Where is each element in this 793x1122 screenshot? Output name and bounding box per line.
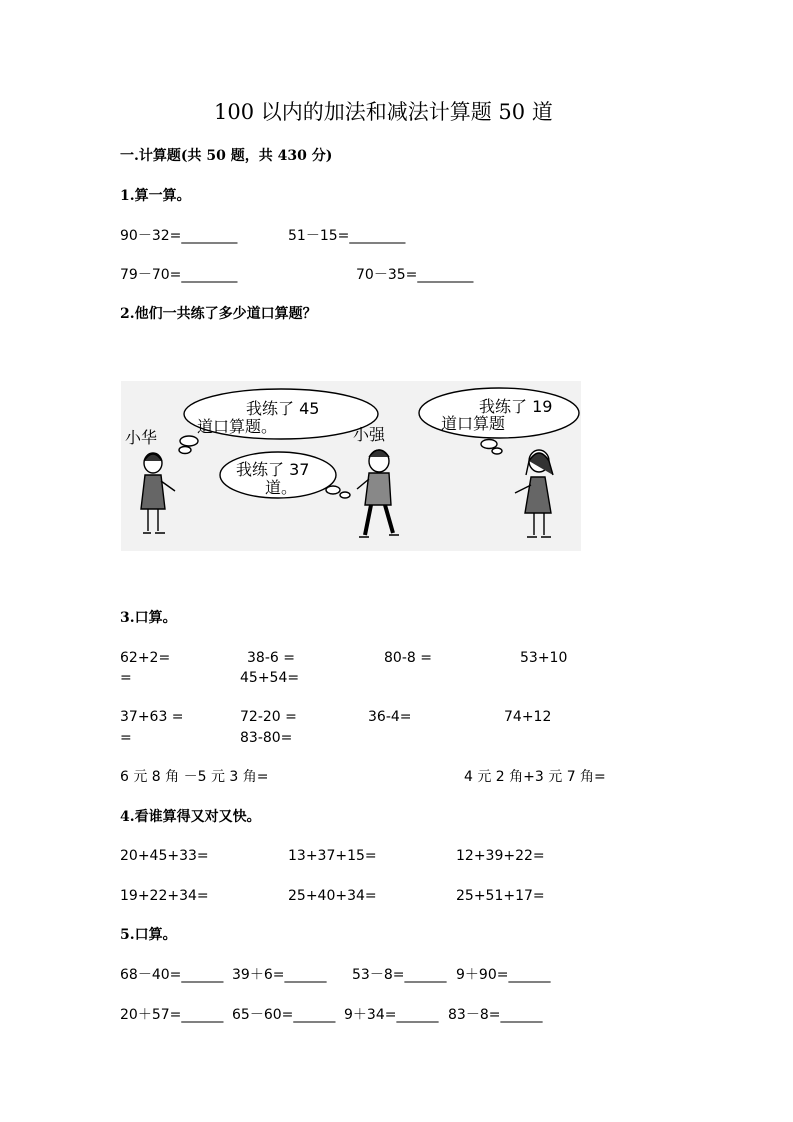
q5-item: 83－8=______ bbox=[448, 1007, 543, 1023]
question-3-label: 3.口算。 bbox=[120, 610, 177, 626]
name-xiaoqiang: 小强 bbox=[353, 425, 386, 444]
q1-item: 51－15=________ bbox=[288, 228, 406, 244]
q3-item: 36-4= bbox=[368, 709, 412, 725]
q5-item: 20＋57=______ bbox=[120, 1007, 224, 1023]
q4-item: 25+51+17= bbox=[456, 888, 545, 904]
q3-item: 38-6 = bbox=[247, 650, 295, 666]
q5-item: 9＋34=______ bbox=[344, 1007, 439, 1023]
q4-item: 20+45+33= bbox=[120, 848, 209, 864]
q3-item: 74+12 bbox=[504, 709, 552, 725]
page-title: 100 以内的加法和减法计算题 50 道 bbox=[214, 100, 553, 124]
q3-item: 72-20 = bbox=[240, 709, 297, 725]
q3-item: 45+54= bbox=[240, 670, 300, 686]
bubble-left-line1: 我练了 45 bbox=[246, 399, 320, 418]
q3-item: = bbox=[120, 730, 132, 746]
q3-item: 6 元 8 角 －5 元 3 角= bbox=[120, 769, 269, 785]
question-4-label: 4.看谁算得又对又快。 bbox=[120, 809, 261, 825]
bubble-left-line2: 道口算题。 bbox=[197, 417, 278, 436]
q4-item: 12+39+22= bbox=[456, 848, 545, 864]
q5-item: 65－60=______ bbox=[232, 1007, 336, 1023]
q5-item: 68－40=______ bbox=[120, 967, 224, 983]
q5-item: 9＋90=______ bbox=[456, 967, 551, 983]
bubble-middle-line2: 道。 bbox=[265, 478, 298, 497]
q3-item: 62+2= bbox=[120, 650, 171, 666]
q4-item: 13+37+15= bbox=[288, 848, 377, 864]
q5-item: 53－8=______ bbox=[352, 967, 447, 983]
children-illustration bbox=[121, 381, 581, 551]
q1-item: 79－70=________ bbox=[120, 267, 238, 283]
name-xiaohua: 小华 bbox=[125, 428, 158, 447]
q4-item: 25+40+34= bbox=[288, 888, 377, 904]
question-5-label: 5.口算。 bbox=[120, 927, 177, 943]
bubble-right-line1: 我练了 19 bbox=[479, 397, 553, 416]
section-heading: 一.计算题(共 50 题，共 430 分) bbox=[120, 148, 333, 164]
q3-item: = bbox=[120, 670, 132, 686]
question-2-label: 2.他们一共练了多少道口算题？ bbox=[120, 306, 317, 322]
q3-item: 53+10 bbox=[520, 650, 568, 666]
q5-item: 39＋6=______ bbox=[232, 967, 327, 983]
q1-item: 90－32=________ bbox=[120, 228, 238, 244]
q3-item: 83-80= bbox=[240, 730, 293, 746]
q3-item: 4 元 2 角+3 元 7 角= bbox=[464, 769, 606, 785]
bubble-right-line2: 道口算题 bbox=[441, 414, 506, 433]
question-1-label: 1.算一算。 bbox=[120, 188, 191, 204]
q3-item: 80-8 = bbox=[384, 650, 432, 666]
q4-item: 19+22+34= bbox=[120, 888, 209, 904]
q3-item: 37+63 = bbox=[120, 709, 184, 725]
q1-item: 70－35=________ bbox=[356, 267, 474, 283]
bubble-middle-line1: 我练了 37 bbox=[236, 460, 310, 479]
